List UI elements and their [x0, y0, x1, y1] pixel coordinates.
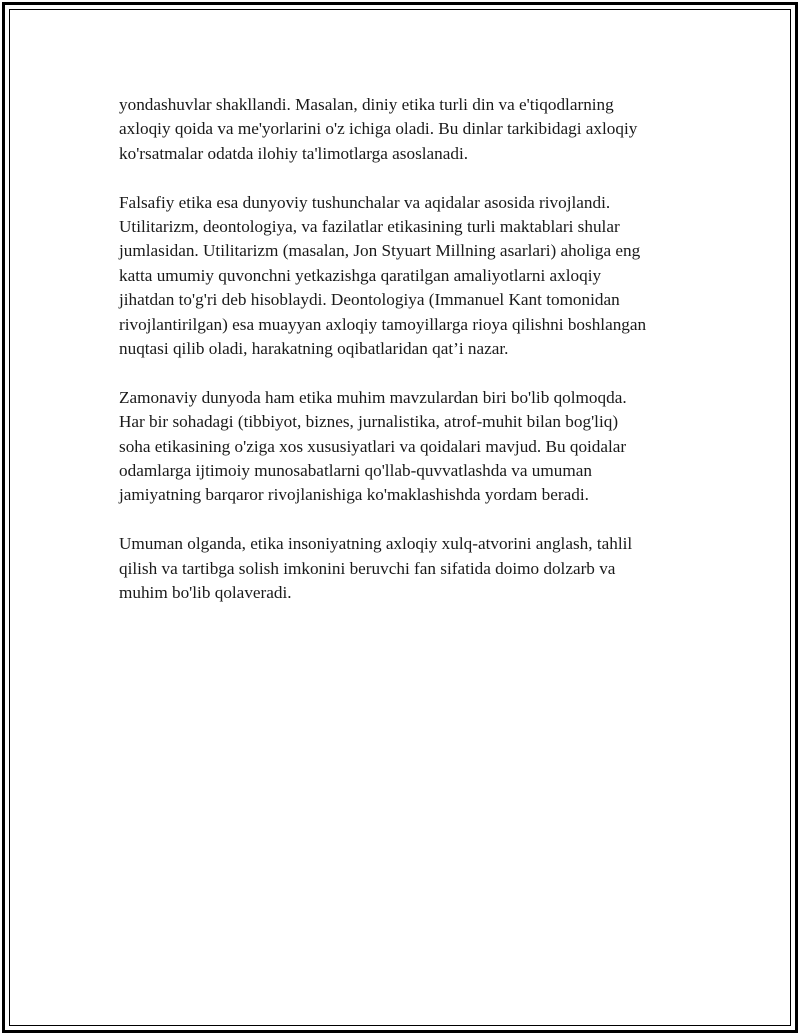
text-line: ko'rsatmalar odatda ilohiy ta'limotlarga asoslanadi. — [119, 143, 469, 163]
text-line: jamiyatning barqaror rivojlanishiga ko'maklashishda yordam beradi. — [119, 485, 589, 505]
text-line: Utilitarizm, deontologiya, va fazilatlar etikasining turli maktablari shular — [119, 217, 620, 237]
text-line: Umuman olganda, etika insoniyatning axloqiy xulq-atvorini anglash, tahlil — [119, 534, 633, 554]
text-line: nuqtasi qilib oladi, harakatning oqibatlaridan qat’i nazar. — [119, 339, 509, 359]
text-line: soha etikasining o'ziga xos xususiyatlari va qoidalari mavjud. Bu qoidalar — [119, 436, 627, 456]
text-line: Zamonaviy dunyoda ham etika muhim mavzulardan biri bo'lib qolmoqda. — [119, 387, 627, 407]
document-body — [119, 93, 699, 630]
text-line: Falsafiy etika esa dunyoviy tushunchalar va aqidalar asosida rivojlandi. — [119, 192, 611, 212]
text-line: muhim bo'lib qolaveradi. — [119, 583, 292, 603]
text-line: Har bir sohadagi (tibbiyot, biznes, jurnalistika, atrof-muhit bilan bog'liq) — [119, 412, 619, 432]
paragraph-religious-ethics — [119, 93, 699, 166]
text-line: qilish va tartibga solish imkonini beruvchi fan sifatida doimo dolzarb va — [119, 558, 616, 578]
text-line: odamlarga ijtimoiy munosabatlarni qo'llab-quvvatlashda va umuman — [119, 461, 592, 481]
paragraph-conclusion — [119, 532, 699, 605]
text-line: yondashuvlar shakllandi. Masalan, diniy etika turli din va e'tiqodlarning — [119, 95, 614, 114]
paragraph-philosophical-ethics — [119, 191, 699, 362]
text-line: rivojlantirilgan) esa muayyan axloqiy tamoyillarga rioya qilishni boshlangan — [119, 314, 647, 334]
text-line: axloqiy qoida va me'yorlarini o'z ichiga oladi. Bu dinlar tarkibidagi axloqiy — [119, 119, 638, 139]
paragraph-modern-ethics — [119, 386, 699, 508]
text-line: jumlasidan. Utilitarizm (masalan, Jon Styuart Millning asarlari) aholiga eng — [119, 241, 641, 261]
text-line: katta umumiy quvonchni yetkazishga qaratilgan amaliyotlarni axloqiy — [119, 265, 602, 285]
text-line: jihatdan to'g'ri deb hisoblaydi. Deontologiya (Immanuel Kant tomonidan — [119, 290, 620, 310]
